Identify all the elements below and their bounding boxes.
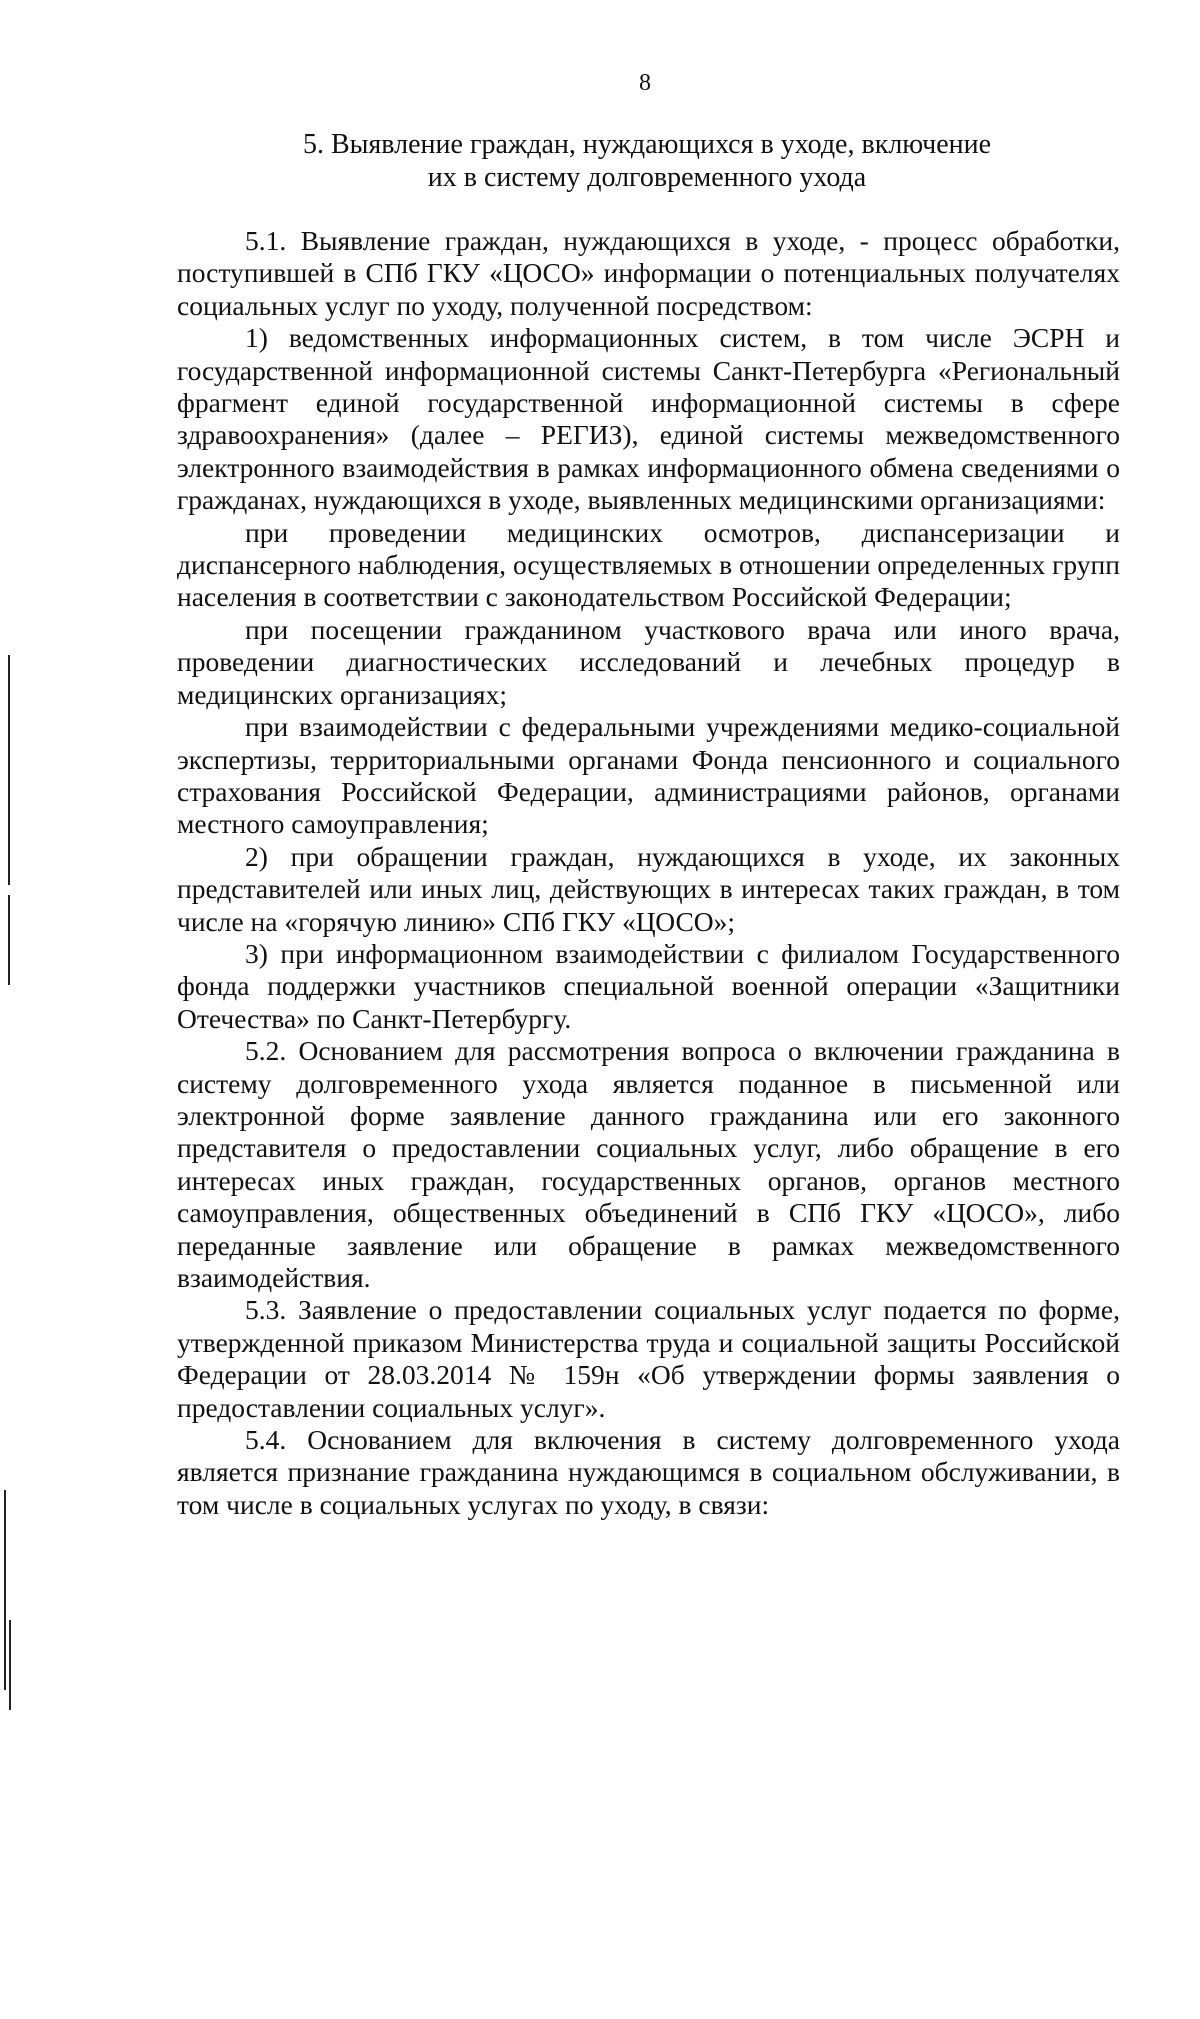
paragraph-item-2: 2) при обращении граждан, нуждающихся в уходе, их законных представителей или иных лиц, действующих в интересах таких граждан, в том числе на «горячую линию» СПб ГКУ «ЦОСО»; xyxy=(177,840,1120,937)
section-heading xyxy=(172,128,1122,194)
paragraph-5-4: 5.4. Основанием для включения в систему долговременного ухода является признание гражданина нуждающимся в социальном обслуживании, в том числе в социальных услугах по уходу, в связи: xyxy=(177,1424,1120,1520)
paragraph-medical-checkups: при проведении медицинских осмотров, диспансеризации и диспансерного наблюдения, осуществляемых в отношении определенных групп населения в соответствии с законодательством Российской Федерации; xyxy=(177,516,1120,613)
paragraph-5-3: 5.3. Заявление о предоставлении социальных услуг подается по форме, утвержденной приказом Министерства труда и социальной защиты Российской Федерации от 28.03.2014 № 159н «Об утверждении формы заявления о предоставлении социальных услуг». xyxy=(177,1294,1120,1423)
document-body xyxy=(177,225,1120,1521)
paragraph-item-1: 1) ведомственных информационных систем, в том числе ЭСРН и государственной информационной системы Санкт-Петербурга «Региональный фрагмент единой государственной информационной системы в сфере здравоохранения» (далее – РЕГИЗ), единой системы межведомственного электронного взаимодействия в рамках информационного обмена сведениями о гражданах, нуждающихся в уходе, выявленных медицинскими организациями: xyxy=(177,322,1120,516)
scan-edge-mark xyxy=(9,1620,11,1710)
paragraph-5-1: 5.1. Выявление граждан, нуждающихся в уходе, - процесс обработки, поступившей в СПб ГКУ «ЦОСО» информации о потенциальных получателях социальных услуг по уходу, полученной посредством: xyxy=(177,225,1120,321)
paragraph-item-3: 3) при информационном взаимодействии с филиалом Государственного фонда поддержки участников специальной военной операции «Защитники Отечества» по Санкт-Петербургу. xyxy=(177,937,1120,1034)
page-number: 8 xyxy=(639,70,651,96)
scan-edge-mark xyxy=(8,655,10,885)
scan-edge-mark xyxy=(8,895,10,985)
paragraph-5-2: 5.2. Основанием для рассмотрения вопроса о включении гражданина в систему долговременного ухода является поданное в письменной или электронной форме заявление данного гражданина или его законного представителя о предоставлении социальных услуг, либо обращение в его интересах иных граждан, государственных органов, органов местного самоуправления, общественных объединений в СПб ГКУ «ЦОСО», либо переданные заявление или обращение в рамках межведомственного взаимодействия. xyxy=(177,1035,1120,1293)
section-heading-line-1: 5. Выявление граждан, нуждающихся в уходе, включение xyxy=(302,129,992,160)
scan-edge-mark xyxy=(4,1490,6,1690)
paragraph-doctor-visit: при посещении гражданином участкового врача или иного врача, проведении диагностических исследований и лечебных процедур в медицинских организациях; xyxy=(177,613,1120,710)
paragraph-federal-interaction: при взаимодействии с федеральными учреждениями медико-социальной экспертизы, территориальными органами Фонда пенсионного и социального страхования Российской Федерации, администрациями районов, органами местного самоуправления; xyxy=(177,711,1120,840)
section-heading-line-2: их в систему долговременного ухода xyxy=(427,162,867,193)
